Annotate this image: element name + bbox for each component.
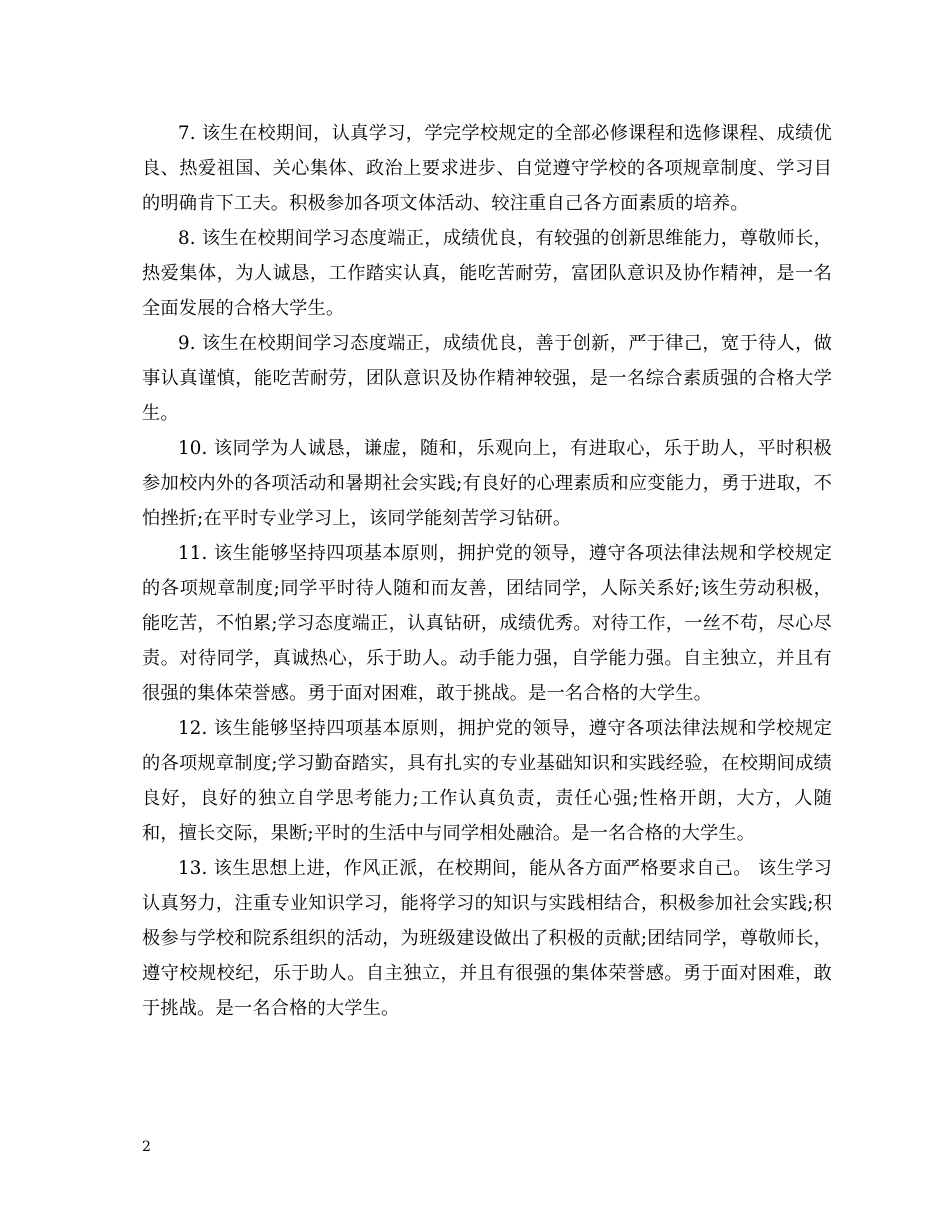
page-number: 2 [142,1139,151,1155]
paragraph-11: 11. 该生能够坚持四项基本原则，拥护党的领导，遵守各项法律法规和学校规定的各项规章制度;同学平时待人随和而友善，团结同学，人际关系好;该生劳动积极，能吃苦，不怕累;学习态度端正，认真钻研，成绩优秀。对待工作，一丝不苟，尽心尽责。对待同学，真诚热心，乐于助人。动手能力强，自学能力强。自主独立，并且有很强的集体荣誉感。勇于面对困难，敢于挑战。是一名合格的大学生。 [142,543,832,704]
paragraph-10: 10. 该同学为人诚恳，谦虚，随和，乐观向上，有进取心，乐于助人，平时积极参加校内外的各项活动和暑期社会实践;有良好的心理素质和应变能力，勇于进取，不怕挫折;在平时专业学习上，该同学能刻苦学习钻研。 [142,438,832,529]
paragraph-8: 8. 该生在校期间学习态度端正，成绩优良，有较强的创新思维能力，尊敬师长，热爱集体，为人诚恳，工作踏实认真，能吃苦耐劳，富团队意识及协作精神，是一名全面发展的合格大学生。 [142,228,832,319]
paragraph-7: 7. 该生在校期间，认真学习，学完学校规定的全部必修课程和选修课程、成绩优良、热爱祖国、关心集体、政治上要求进步、自觉遵守学校的各项规章制度、学习目的明确肯下工夫。积极参加各项文体活动、较注重自己各方面素质的培养。 [142,123,832,214]
paragraph-13: 13. 该生思想上进，作风正派，在校期间，能从各方面严格要求自己。 该生学习认真努力，注重专业知识学习，能将学习的知识与实践相结合，积极参加社会实践;积极参与学校和院系组织的活动，为班级建设做出了积极的贡献;团结同学，尊敬师长，遵守校规校纪，乐于助人。自主独立，并且有很强的集体荣誉感。勇于面对困难，敢于挑战。是一名合格的大学生。 [142,858,832,1019]
paragraph-12: 12. 该生能够坚持四项基本原则，拥护党的领导，遵守各项法律法规和学校规定的各项规章制度;学习勤奋踏实，具有扎实的专业基础知识和实践经验，在校期间成绩良好，良好的独立自学思考能力;工作认真负责，责任心强;性格开朗，大方，人随和，擅长交际，果断;平时的生活中与同学相处融洽。是一名合格的大学生。 [142,718,832,844]
document-body [142,116,832,1026]
paragraph-9: 9. 该生在校期间学习态度端正，成绩优良，善于创新，严于律己，宽于待人，做事认真谨慎，能吃苦耐劳，团队意识及协作精神较强，是一名综合素质强的合格大学生。 [142,333,832,424]
